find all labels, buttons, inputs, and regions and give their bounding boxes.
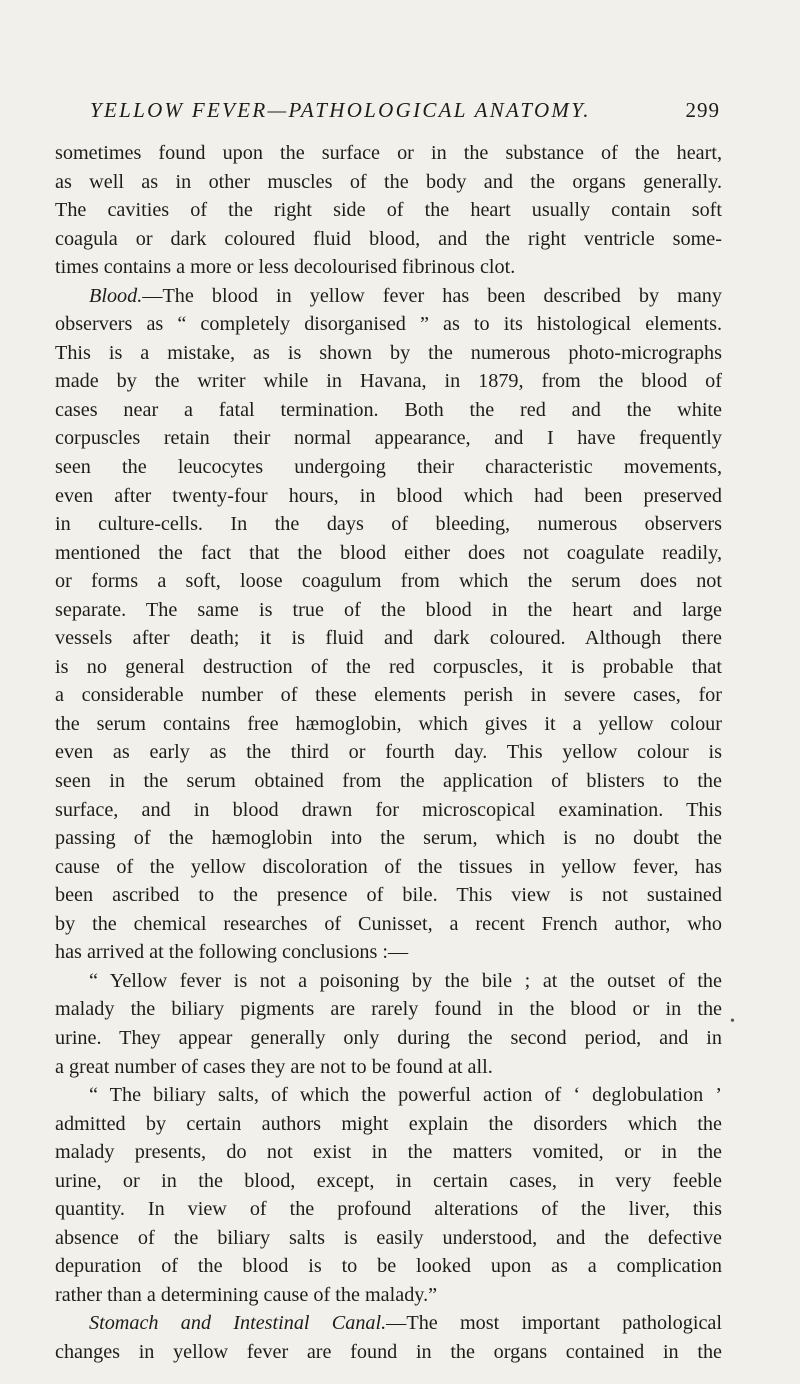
line-text: —The blood in yellow fever has been described by many xyxy=(142,284,722,307)
line-text: vessels after death; it is fluid and dark coloured. Although there xyxy=(55,627,722,650)
text-line xyxy=(55,1167,722,1196)
text-line xyxy=(55,910,722,939)
line-text: observers as “ completely disorganised ” as to its histological elements. xyxy=(55,313,722,336)
line-text: even as early as the third or fourth day. This yellow colour is xyxy=(55,741,722,764)
line-text: depuration of the blood is to be looked upon as a complication xyxy=(55,1255,722,1278)
running-head xyxy=(90,98,720,128)
line-text: changes in yellow fever are found in the organs contained in the xyxy=(55,1340,722,1363)
text-line xyxy=(55,1309,722,1338)
section-heading: Blood. xyxy=(89,284,143,307)
text-line xyxy=(55,767,722,796)
line-text: cause of the yellow discoloration of the tissues in yellow fever, has xyxy=(55,855,722,878)
text-line xyxy=(55,567,722,596)
line-text: admitted by certain authors might explain the disorders which the xyxy=(55,1112,722,1135)
page-number: 299 xyxy=(685,98,720,122)
text-line xyxy=(55,1024,722,1053)
line-text: absence of the biliary salts is easily understood, and the defective xyxy=(55,1226,722,1249)
line-text: urine, or in the blood, except, in certain cases, in very feeble xyxy=(55,1169,722,1192)
line-text: This is a mistake, as is shown by the numerous photo-micrographs xyxy=(55,341,722,364)
line-text: separate. The same is true of the blood in the heart and large xyxy=(55,598,722,621)
line-text: malady presents, do not exist in the matters vomited, or in the xyxy=(55,1141,722,1164)
text-line xyxy=(55,510,722,539)
text-line xyxy=(55,881,722,910)
line-text: a considerable number of these elements perish in severe cases, for xyxy=(55,684,722,707)
text-line xyxy=(55,1053,722,1082)
text-line xyxy=(55,482,722,511)
line-text: The cavities of the right side of the heart usually contain soft xyxy=(55,199,722,222)
text-line xyxy=(55,1224,722,1253)
line-text: seen the leucocytes undergoing their characteristic movements, xyxy=(55,456,722,479)
text-line xyxy=(55,1110,722,1139)
text-line xyxy=(55,653,722,682)
text-line xyxy=(55,339,722,368)
text-line xyxy=(55,1281,722,1310)
line-text: made by the writer while in Havana, in 1879, from the blood of xyxy=(55,370,722,393)
text-line xyxy=(55,1081,722,1110)
line-text: or forms a soft, loose coagulum from which the serum does not xyxy=(55,570,722,593)
line-text: malady the biliary pigments are rarely found in the blood or in the xyxy=(55,998,722,1021)
text-line xyxy=(55,396,722,425)
line-text: seen in the serum obtained from the application of blisters to the xyxy=(55,770,722,793)
text-line xyxy=(55,196,722,225)
margin-mark: • xyxy=(730,1014,735,1029)
line-text: “ Yellow fever is not a poisoning by the bile ; at the outset of the xyxy=(89,969,722,992)
line-text: is no general destruction of the red corpuscles, it is probable that xyxy=(55,655,722,678)
line-text: in culture-cells. In the days of bleeding, numerous observers xyxy=(55,513,722,536)
text-line xyxy=(55,624,722,653)
text-line xyxy=(55,738,722,767)
body-text xyxy=(55,139,722,1367)
text-line xyxy=(55,1195,722,1224)
line-text: even after twenty-four hours, in blood which had been preserved xyxy=(55,484,722,507)
line-text: been ascribed to the presence of bile. This view is not sustained xyxy=(55,884,722,907)
text-line xyxy=(55,824,722,853)
text-line xyxy=(55,1252,722,1281)
text-line xyxy=(55,1338,722,1367)
line-text: sometimes found upon the surface or in the substance of the heart, xyxy=(55,142,722,164)
line-text: corpuscles retain their normal appearance, and I have frequently xyxy=(55,427,722,450)
text-line xyxy=(55,710,722,739)
line-text: quantity. In view of the profound alterations of the liver, this xyxy=(55,1198,722,1221)
section-heading: Stomach and Intestinal Canal. xyxy=(89,1312,387,1335)
line-text: surface, and in blood drawn for microscopical examination. This xyxy=(55,798,722,821)
text-line xyxy=(55,596,722,625)
text-line xyxy=(55,938,722,967)
text-line xyxy=(55,139,722,168)
line-text: mentioned the fact that the blood either does not coagulate readily, xyxy=(55,541,722,564)
line-text: has arrived at the following conclusions :— xyxy=(55,941,409,964)
text-line xyxy=(55,453,722,482)
text-line xyxy=(55,253,722,282)
text-line xyxy=(55,424,722,453)
line-text: cases near a fatal termination. Both the red and the white xyxy=(55,398,722,421)
line-text: a great number of cases they are not to be found at all. xyxy=(55,1055,493,1078)
text-line xyxy=(55,853,722,882)
text-line xyxy=(55,995,722,1024)
line-text: coagula or dark coloured fluid blood, and the right ventricle some- xyxy=(55,227,722,250)
text-line xyxy=(55,168,722,197)
text-line xyxy=(55,1138,722,1167)
line-text: rather than a determining cause of the malady.” xyxy=(55,1283,438,1306)
line-text: the serum contains free hæmoglobin, which gives it a yellow colour xyxy=(55,712,722,735)
line-text: passing of the hæmoglobin into the serum, which is no doubt the xyxy=(55,827,722,850)
text-line xyxy=(55,282,722,311)
line-text: urine. They appear generally only during the second period, and in xyxy=(55,1026,722,1049)
text-line xyxy=(55,539,722,568)
running-title: YELLOW FEVER—PATHOLOGICAL ANATOMY. xyxy=(90,98,591,122)
text-line xyxy=(55,681,722,710)
line-text: by the chemical researches of Cunisset, a recent French author, who xyxy=(55,912,722,935)
text-line xyxy=(55,367,722,396)
text-line xyxy=(55,310,722,339)
text-line xyxy=(55,225,722,254)
line-text: —The most important pathological xyxy=(386,1312,722,1335)
line-text: as well as in other muscles of the body and the organs generally. xyxy=(55,170,722,193)
line-text: times contains a more or less decolourised fibrinous clot. xyxy=(55,256,516,279)
line-text: “ The biliary salts, of which the powerful action of ‘ deglobulation ’ xyxy=(89,1084,722,1107)
text-line xyxy=(55,967,722,996)
text-line xyxy=(55,796,722,825)
